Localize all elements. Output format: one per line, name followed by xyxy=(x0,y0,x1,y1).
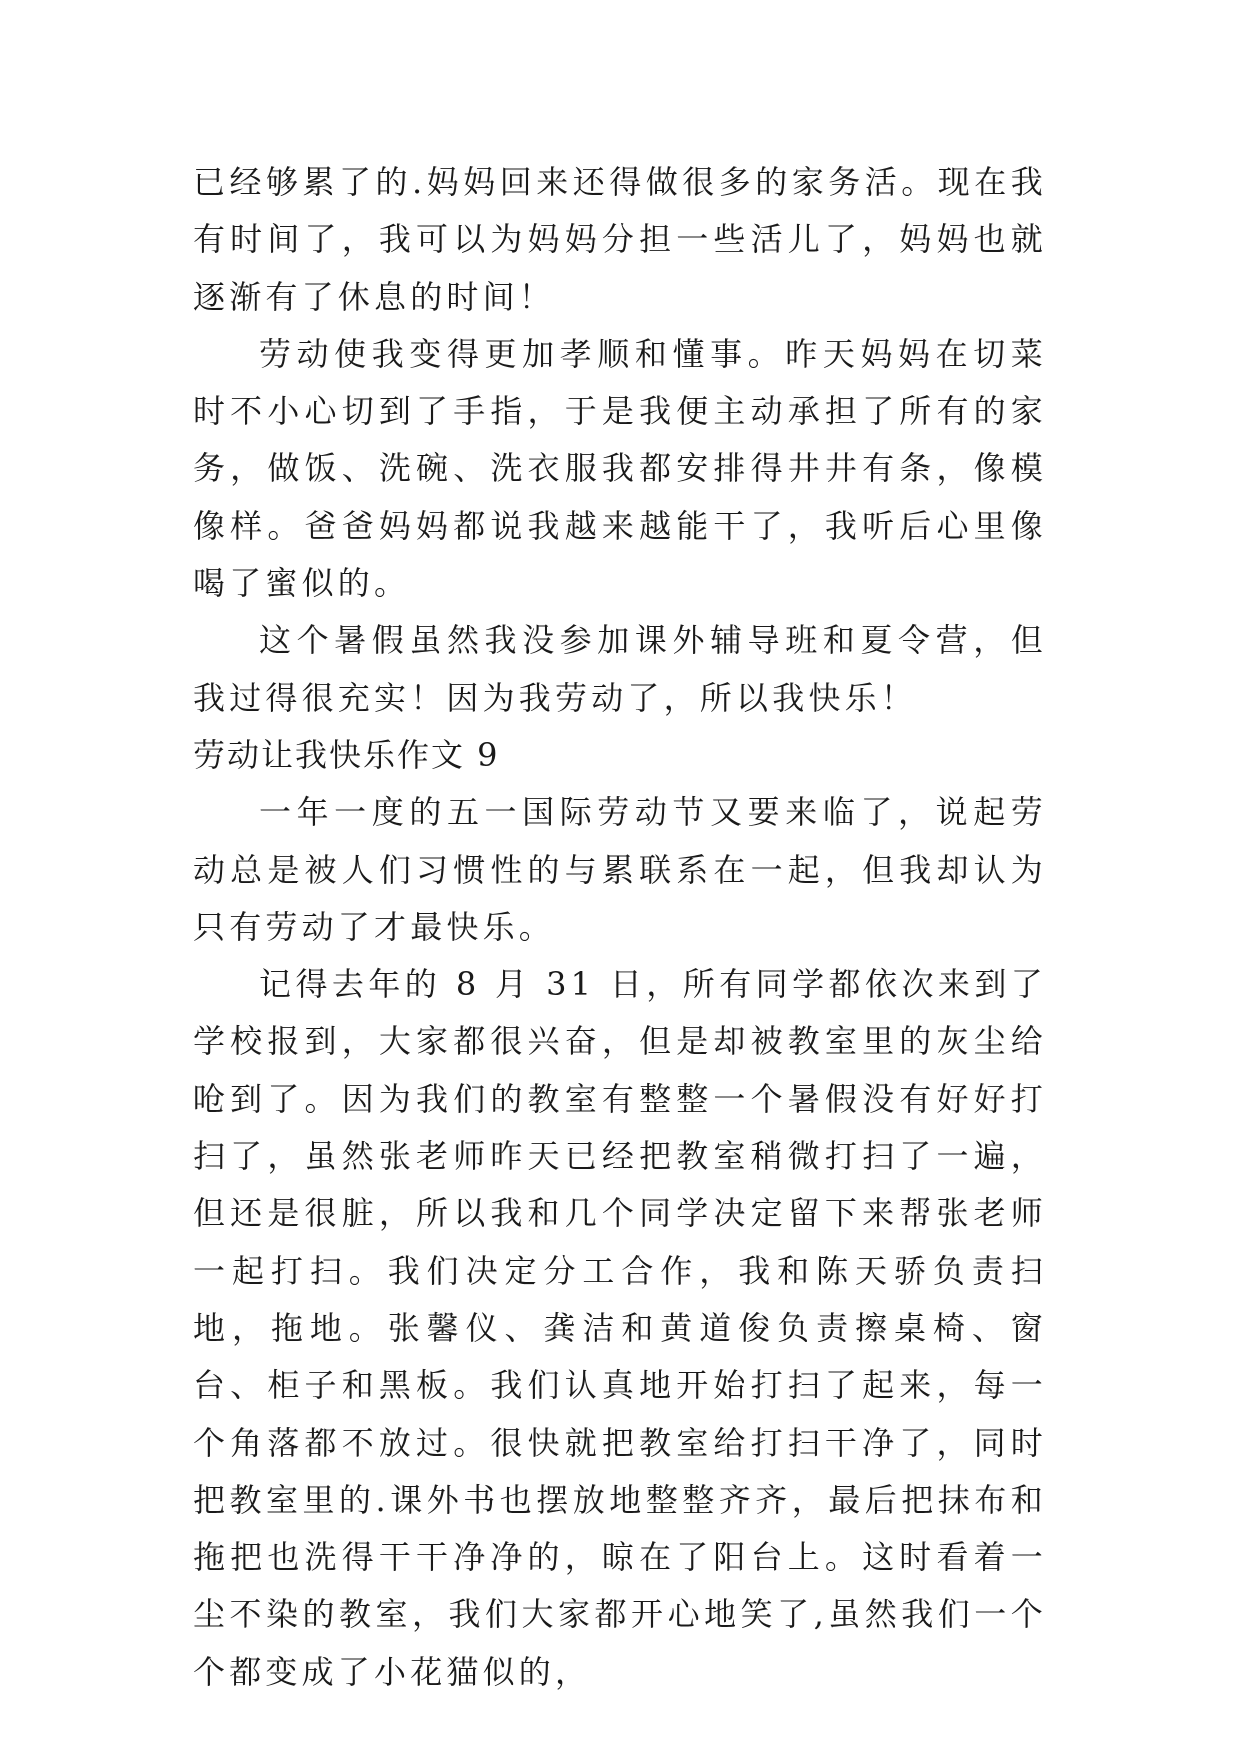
section-heading: 劳动让我快乐作文 9 xyxy=(193,735,500,774)
document-body xyxy=(193,154,1047,1701)
paragraph-3: 这个暑假虽然我没参加课外辅导班和夏令营，但我过得很充实！因为我劳动了，所以我快乐！ xyxy=(193,621,1047,717)
paragraph-4: 一年一度的五一国际劳动节又要来临了，说起劳动总是被人们习惯性的与累联系在一起，但我却认为只有劳动了才最快乐。 xyxy=(193,793,1047,946)
paragraph-5: 记得去年的 8 月 31 日，所有同学都依次来到了学校报到，大家都很兴奋，但是却被教室里的灰尘给呛到了。因为我们的教室有整整一个暑假没有好好打扫了，虽然张老师昨天已经把教室稍微打扫了一遍，但还是很脏，所以我和几个同学决定留下来帮张老师一起打扫。我们决定分工合作，我和陈天骄负责扫地，拖地。张馨仪、龚洁和黄道俊负责擦桌椅、窗台、柜子和黑板。我们认真地开始打扫了起来，每一个角落都不放过。很快就把教室给打扫干净了，同时把教室里的.课外书也摆放地整整齐齐，最后把抹布和拖把也洗得干干净净的，晾在了阳台上。这时看着一尘不染的教室，我们大家都开心地笑了,虽然我们一个个都变成了小花猫似的， xyxy=(193,965,1047,1691)
paragraph-2: 劳动使我变得更加孝顺和懂事。昨天妈妈在切菜时不小心切到了手指，于是我便主动承担了所有的家务，做饭、洗碗、洗衣服我都安排得井井有条，像模像样。爸爸妈妈都说我越来越能干了，我听后心里像喝了蜜似的。 xyxy=(193,334,1047,603)
paragraph-1: 已经够累了的.妈妈回来还得做很多的家务活。现在我有时间了，我可以为妈妈分担一些活儿了，妈妈也就逐渐有了休息的时间！ xyxy=(193,163,1047,316)
